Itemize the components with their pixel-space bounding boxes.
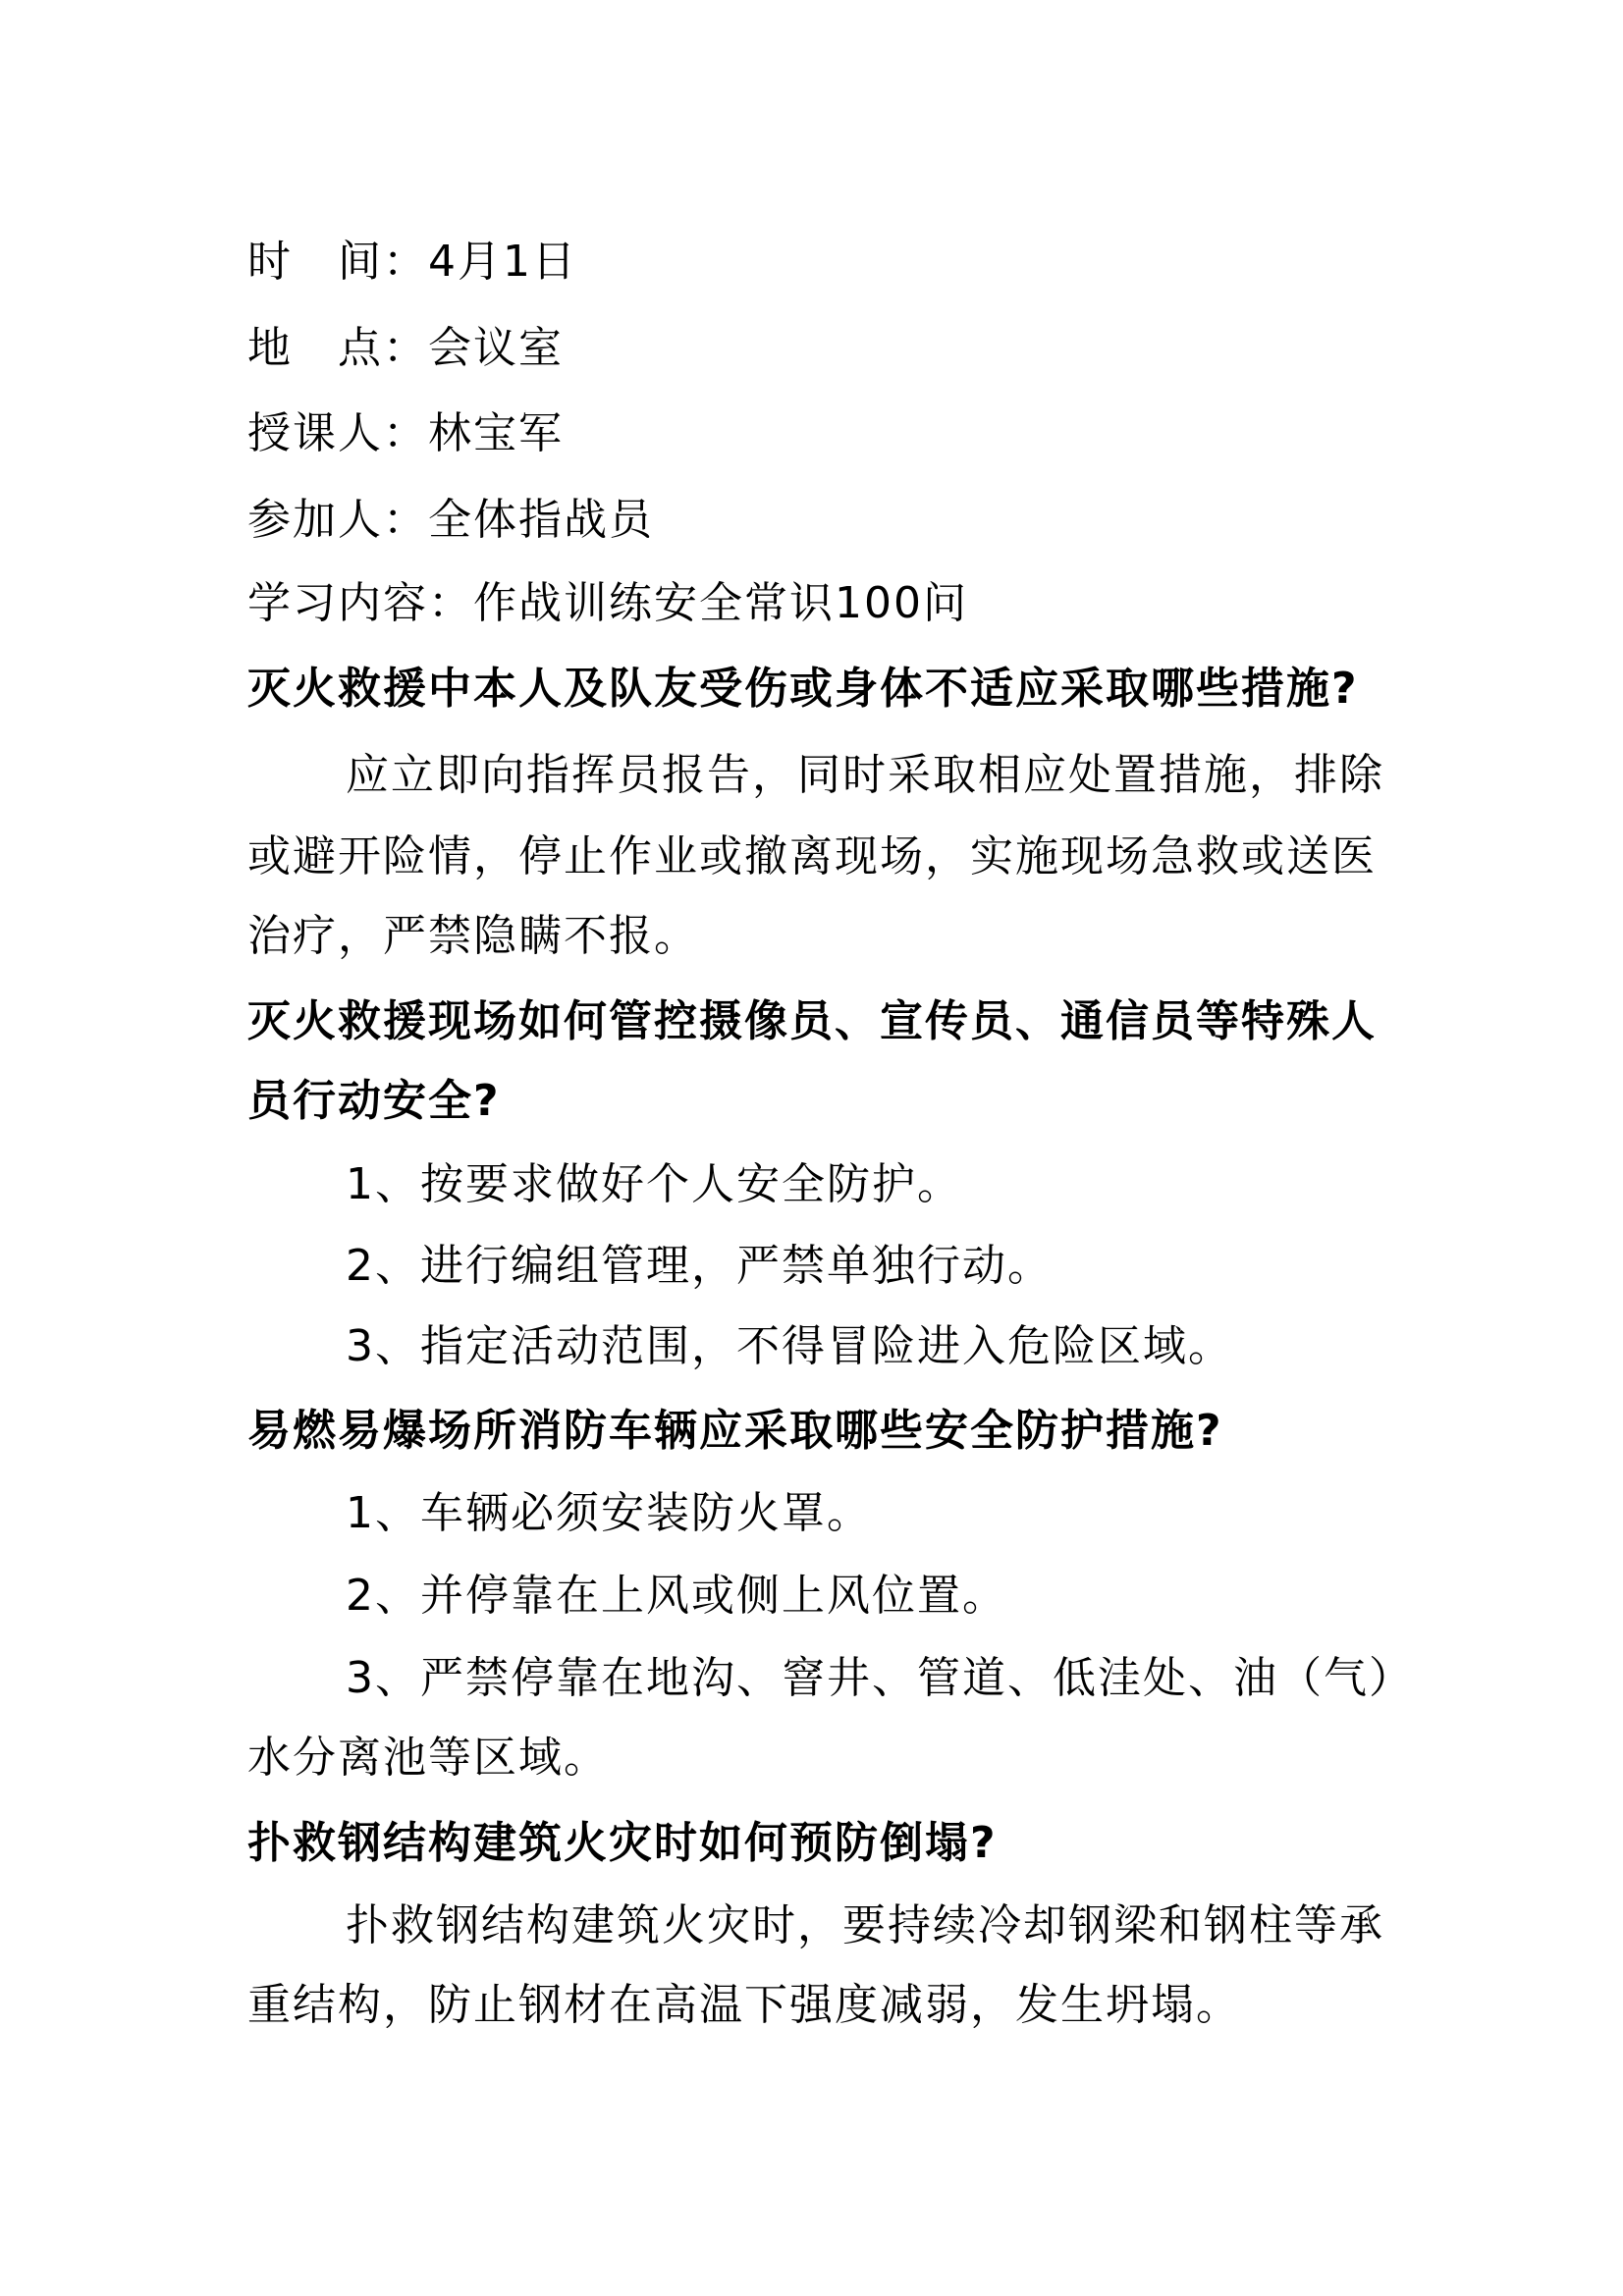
participants-label: 参加人：	[247, 495, 428, 545]
lecturer-value: 林宝军	[428, 408, 564, 458]
question-2-line-1: 灭火救援现场如何管控摄像员、宣传员、通信员等特殊人	[247, 996, 1377, 1046]
answer-3-item-3: 3、严禁停靠在地沟、窨井、管道、低洼处、油（气）	[346, 1653, 1414, 1703]
answer-2-item-2: 2、进行编组管理，严禁单独行动。	[346, 1241, 1053, 1291]
answer-2-item-1: 1、按要求做好个人安全防护。	[346, 1159, 962, 1209]
lecturer-line	[247, 404, 564, 463]
question-4: 扑救钢结构建筑火灾时如何预防倒塌?	[247, 1818, 998, 1868]
answer-1-line-3: 治疗，严禁隐瞒不报。	[247, 911, 699, 961]
answer-4-line-1: 扑救钢结构建筑火灾时，要持续冷却钢梁和钢柱等承	[346, 1900, 1384, 1950]
content-value: 作战训练安全常识100问	[473, 578, 968, 628]
question-2-line-2: 员行动安全?	[247, 1076, 501, 1126]
time-label: 时 间：	[247, 237, 428, 287]
content-label: 学习内容：	[247, 578, 473, 628]
time-line	[247, 233, 577, 292]
question-3: 易燃易爆场所消防车辆应采取哪些安全防护措施?	[247, 1406, 1223, 1456]
answer-1-line-1: 应立即向指挥员报告，同时采取相应处置措施，排除	[346, 750, 1384, 800]
place-label: 地 点：	[247, 323, 428, 373]
answer-4-line-2: 重结构，防止钢材在高温下强度减弱，发生坍塌。	[247, 1980, 1241, 2030]
answer-3-item-3-cont: 水分离池等区域。	[247, 1733, 609, 1783]
participants-value: 全体指战员	[428, 495, 654, 545]
answer-3-item-2: 2、并停靠在上风或侧上风位置。	[346, 1571, 1007, 1621]
content-line	[247, 574, 968, 633]
answer-3-item-1: 1、车辆必须安装防火罩。	[346, 1488, 872, 1538]
answer-1-line-2: 或避开险情，停止作业或撤离现场，实施现场急救或送医	[247, 831, 1377, 881]
answer-2-item-3: 3、指定活动范围，不得冒险进入危险区域。	[346, 1321, 1233, 1371]
participants-line	[247, 491, 654, 550]
question-1: 灭火救援中本人及队友受伤或身体不适应采取哪些措施?	[247, 664, 1359, 714]
place-line	[247, 319, 564, 378]
lecturer-label: 授课人：	[247, 408, 428, 458]
place-value: 会议室	[428, 323, 564, 373]
time-value: 4月1日	[428, 237, 577, 287]
